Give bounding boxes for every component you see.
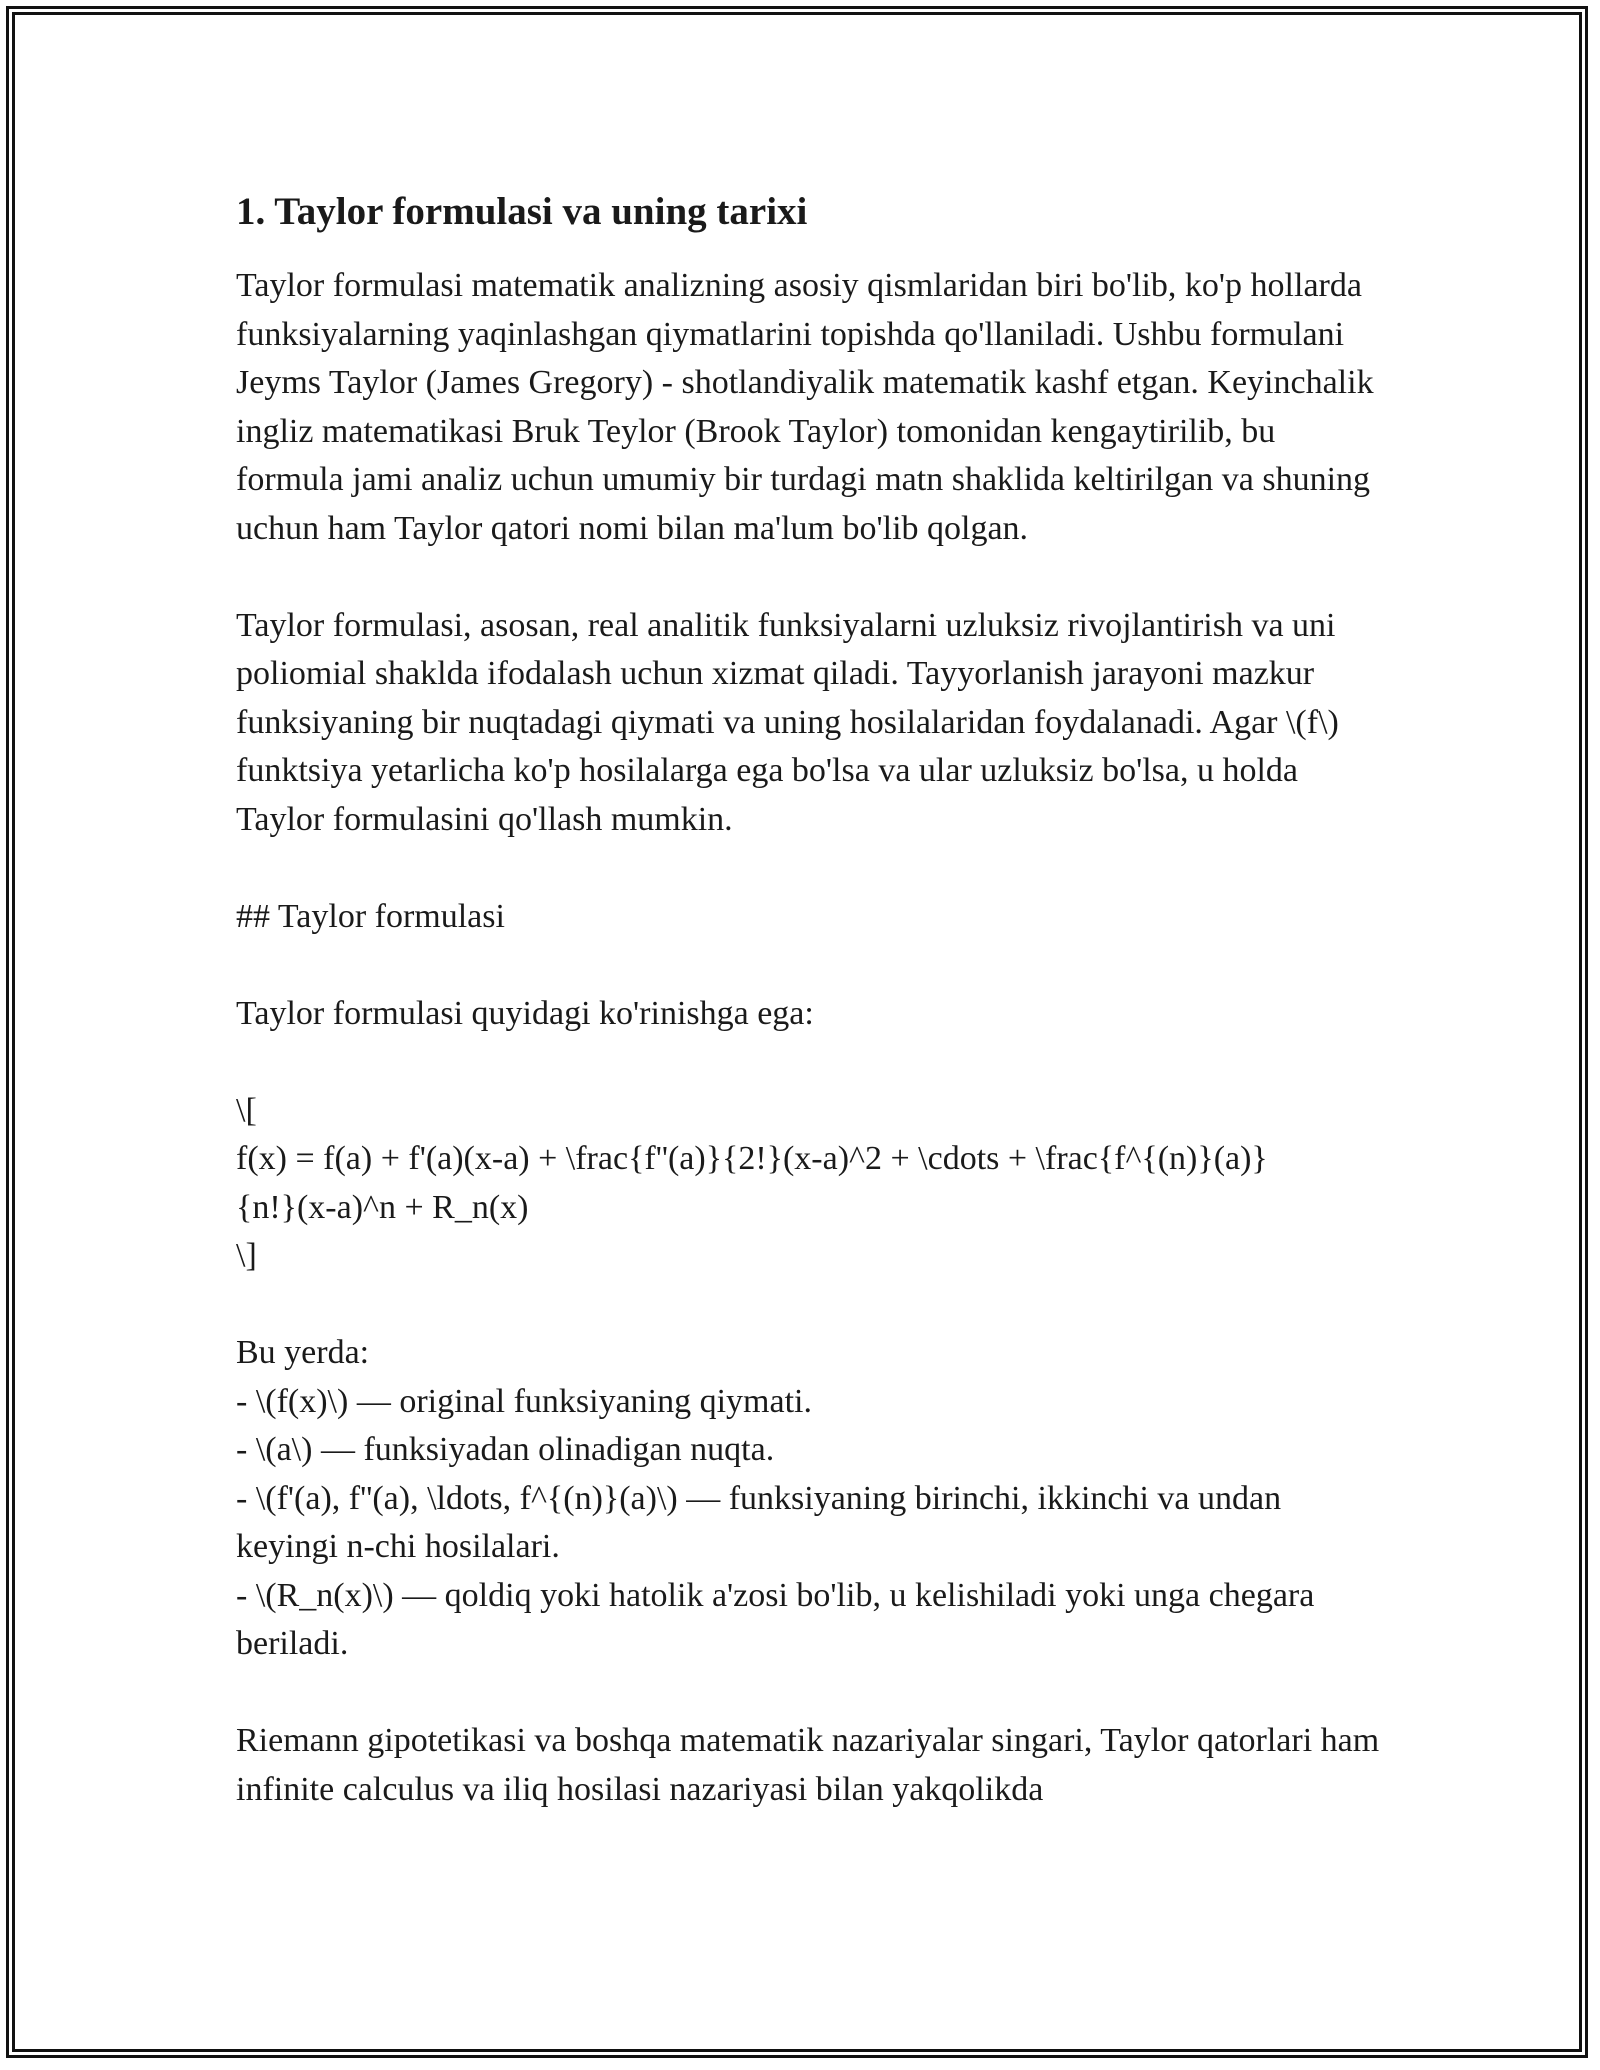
list-intro: Bu yerda: — [236, 1334, 370, 1371]
paragraph-history: Taylor formulasi matematik analizning asosiy qismlaridan biri bo'lib, ko'p hollarda funksiyalarning yaqinlashgan qiymatlarini topishda qo'llaniladi. Ushbu formulani Jeyms Taylor (James Gregory) - shotlandiyalik matematik kashf etgan. Keyinchalik ingliz matematikasi Bruk Teylor (Brook Taylor) tomonidan kengaytirilib, bu formula jami analiz uchun umumiy bir turdagi matn shaklida keltirilgan va shuning uchun ham Taylor qatori nomi bilan ma'lum bo'lib qolgan. — [236, 267, 1374, 547]
document-body — [236, 184, 1386, 1814]
paragraph-gap — [236, 941, 1386, 990]
section-heading: 1. Taylor formulasi va uning tarixi — [236, 190, 808, 233]
list-item: - \(a\) — funksiyadan olinadigan nuqta. — [236, 1431, 775, 1468]
paragraph-gap — [236, 1281, 1386, 1330]
list-item: - \(R_n(x)\) — qoldiq yoki hatolik a'zosi bo'lib, u kelishiladi yoki unga chegara beriladi. — [236, 1576, 1315, 1662]
paragraph-gap — [236, 1669, 1386, 1718]
list-item: - \(f(x)\) — original funksiyaning qiymati. — [236, 1382, 812, 1420]
paragraph-gap — [236, 553, 1386, 602]
paragraph-gap — [236, 844, 1386, 893]
formula-intro: Taylor formulasi quyidagi ko'rinishga ega: — [236, 994, 814, 1032]
subheading-markdown: ## Taylor formulasi — [236, 897, 505, 935]
paragraph-riemann: Riemann gipotetikasi va boshqa matematik nazariyalar singari, Taylor qatorlari ham infinite calculus va iliq hosilasi nazariyasi bilan yakqolikda — [236, 1722, 1380, 1808]
formula-close: \] — [236, 1237, 257, 1274]
formula-open: \[ — [236, 1091, 257, 1129]
definitions-list — [236, 1329, 1386, 1669]
paragraph-gap — [236, 1038, 1386, 1087]
formula-block — [236, 1087, 1386, 1281]
formula-line: f(x) = f(a) + f'(a)(x-a) + \frac{f''(a)}{2!}(x-a)^2 + \cdots + \frac{f^{(n)}(a)} — [236, 1140, 1268, 1177]
formula-line: {n!}(x-a)^n + R_n(x) — [236, 1188, 529, 1226]
list-item: - \(f'(a), f''(a), \ldots, f^{(n)}(a)\) — funksiyaning birinchi, ikkinchi va undan keyingi n-chi hosilalari. — [236, 1479, 1282, 1565]
paragraph-description: Taylor formulasi, asosan, real analitik funksiyalarni uzluksiz rivojlantirish va uni poliomial shakldа ifodalash uchun xizmat qiladi. Tayyorlanish jarayoni mazkur funksiyaning bir nuqtadagi qiymati va uning hosilalaridan foydalanadi. Agar \(f\) funktsiya yetarlicha ko'p hosilalarga ega bo'lsa va ular uzluksiz bo'lsa, u holda Taylor formulasini qo'llash mumkin. — [236, 606, 1339, 838]
